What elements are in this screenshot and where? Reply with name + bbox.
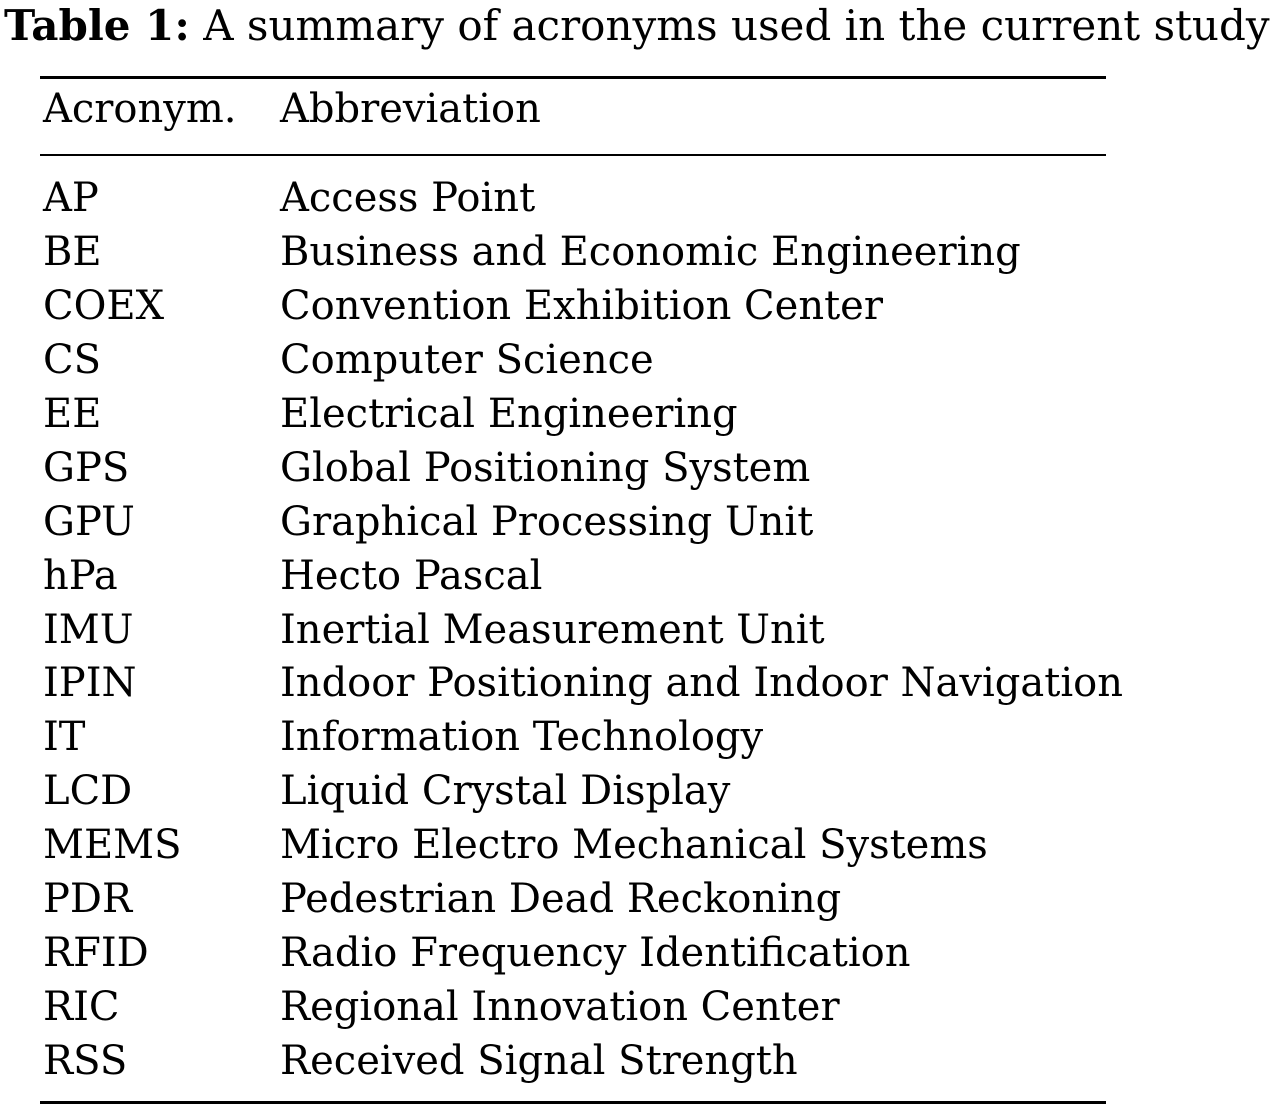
table-row — [0, 1034, 1148, 1088]
abbreviation-cell: Information Technology — [280, 714, 764, 761]
abbreviation-cell: Liquid Crystal Display — [280, 768, 731, 815]
acronym-cell: COEX — [43, 282, 165, 329]
abbreviation-cell: Regional Innovation Center — [280, 984, 840, 1031]
table-row — [0, 441, 1148, 495]
table-row — [0, 225, 1148, 279]
table-row — [0, 603, 1148, 657]
acronym-cell: IMU — [43, 606, 134, 653]
acronym-cell: RSS — [43, 1038, 128, 1084]
abbreviation-cell: Indoor Positioning and Indoor Navigation — [280, 660, 1123, 707]
table-bottom-rule — [40, 1101, 1106, 1104]
acronym-cell: GPU — [43, 498, 135, 545]
acronym-cell: IPIN — [43, 660, 137, 707]
table-header-rule — [40, 154, 1106, 156]
abbreviation-cell: Computer Science — [280, 336, 654, 383]
table-row — [0, 387, 1148, 441]
table-row — [0, 495, 1148, 549]
acronym-cell: RFID — [43, 930, 149, 977]
table-row — [0, 171, 1148, 225]
table-caption — [4, 0, 1270, 52]
abbreviation-cell: Received Signal Strength — [280, 1038, 798, 1084]
table-row — [0, 549, 1148, 603]
abbreviation-cell: Radio Frequency Identification — [280, 930, 911, 977]
table-row — [0, 764, 1148, 818]
acronym-cell: BE — [43, 228, 102, 275]
abbreviation-cell: Hecto Pascal — [280, 552, 543, 599]
abbreviation-cell: Business and Economic Engineering — [280, 228, 1021, 275]
table-row — [0, 872, 1148, 926]
abbreviation-cell: Convention Exhibition Center — [280, 282, 883, 329]
table-caption-text: A summary of acronyms used in the current study — [203, 1, 1270, 50]
table-row — [0, 926, 1148, 980]
abbreviation-cell: Graphical Processing Unit — [280, 498, 814, 545]
header-acronym: Acronym. — [43, 86, 237, 132]
table-caption-label: Table 1: — [4, 1, 190, 50]
acronym-cell: RIC — [43, 984, 120, 1031]
acronym-cell: hPa — [43, 552, 118, 599]
abbreviation-cell: Electrical Engineering — [280, 390, 738, 437]
table-header-row — [0, 82, 1148, 136]
acronym-cell: GPS — [43, 444, 130, 491]
abbreviation-cell: Global Positioning System — [280, 444, 811, 491]
table-top-rule — [40, 76, 1106, 79]
header-abbreviation: Abbreviation — [280, 86, 541, 132]
abbreviation-cell: Access Point — [280, 175, 536, 221]
table-row — [0, 656, 1148, 710]
table-row — [0, 333, 1148, 387]
acronym-cell: PDR — [43, 876, 133, 923]
abbreviation-cell: Inertial Measurement Unit — [280, 606, 825, 653]
acronym-cell: AP — [43, 175, 99, 221]
table-row — [0, 279, 1148, 333]
acronym-cell: LCD — [43, 768, 133, 815]
abbreviation-cell: Micro Electro Mechanical Systems — [280, 822, 988, 869]
acronym-cell: CS — [43, 336, 102, 383]
table-body — [0, 171, 1148, 1088]
acronym-cell: EE — [43, 390, 102, 437]
abbreviation-cell: Pedestrian Dead Reckoning — [280, 876, 842, 923]
acronym-cell: MEMS — [43, 822, 182, 869]
acronym-cell: IT — [43, 714, 86, 761]
table-row — [0, 818, 1148, 872]
table-row — [0, 980, 1148, 1034]
table-row — [0, 710, 1148, 764]
